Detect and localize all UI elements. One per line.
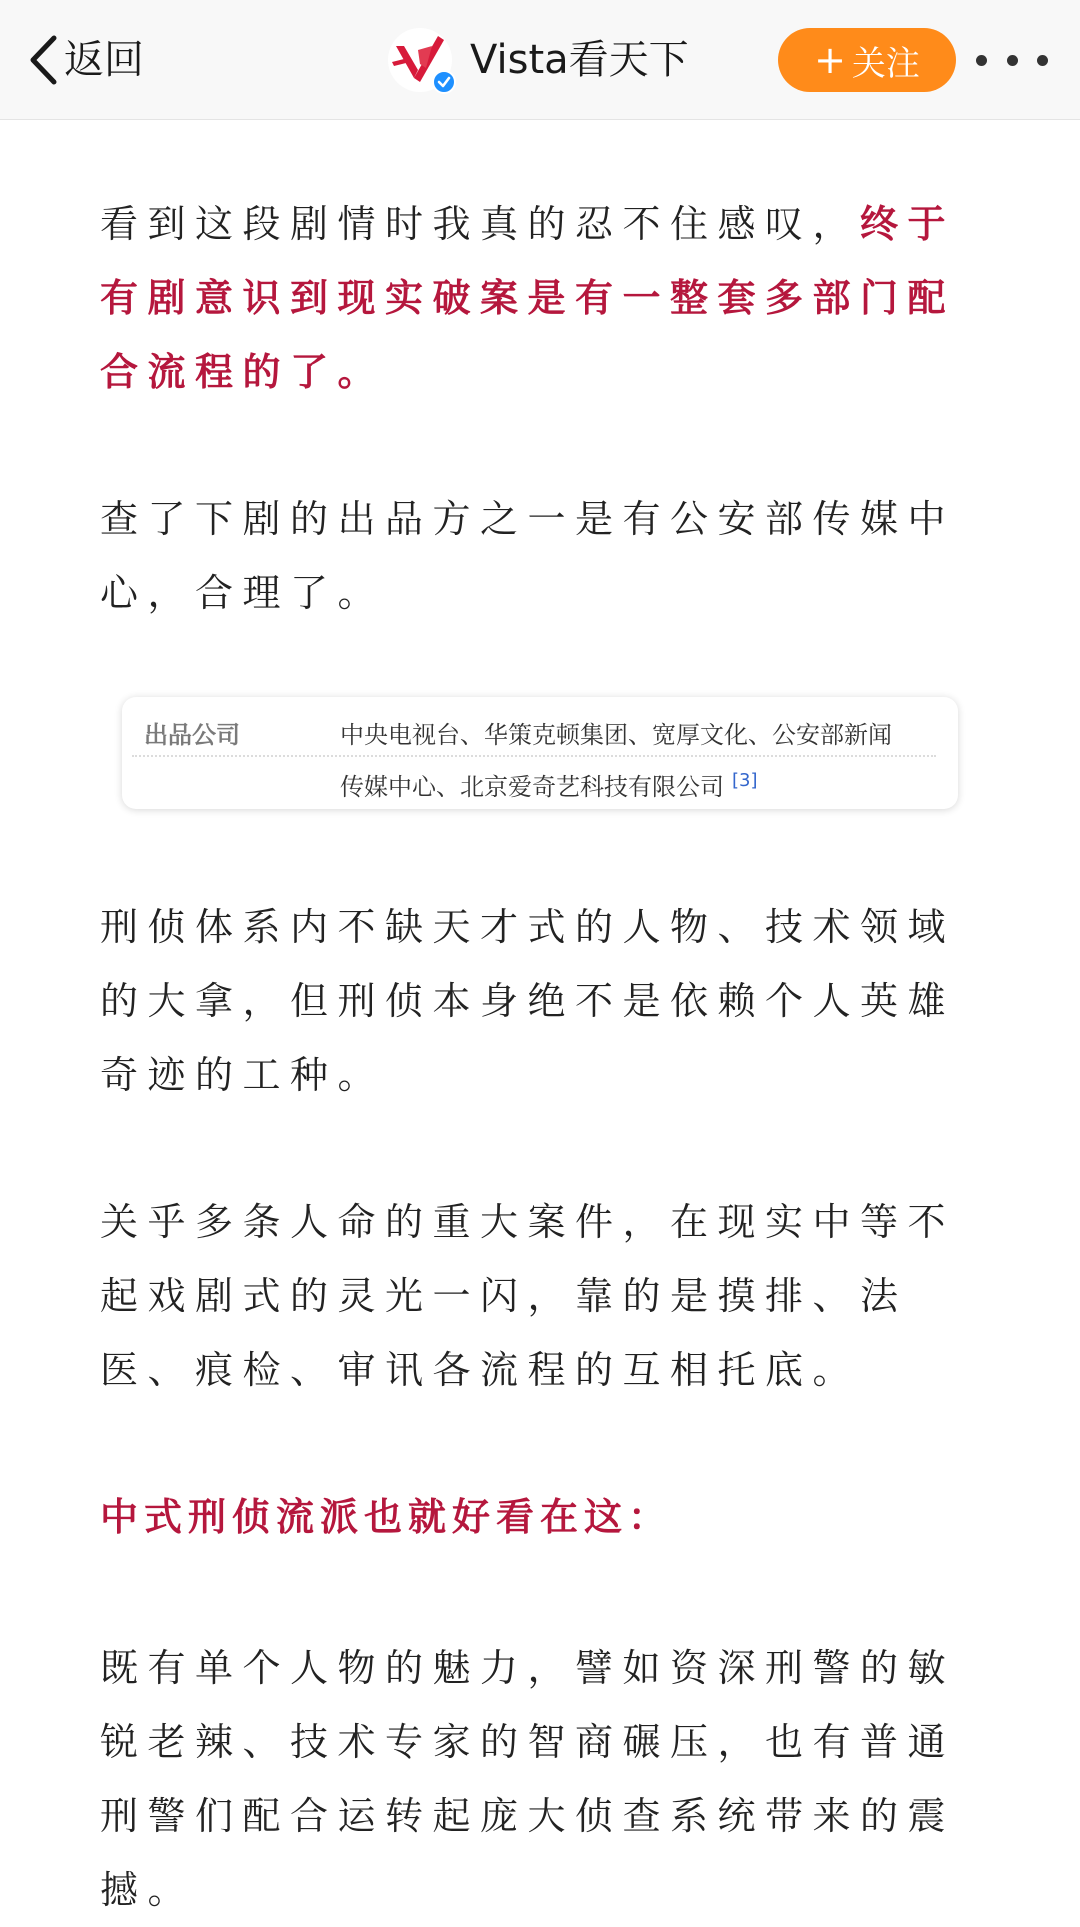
account-header[interactable]	[388, 24, 689, 96]
card-label: 出品公司	[144, 721, 240, 749]
reference-link[interactable]: [3]	[732, 770, 758, 791]
paragraph-5: 既有单个人物的魅力，譬如资深刑警的敏锐老辣、技术专家的智商碾压，也有普通刑警们配合运转起庞大侦查系统带来的震撼。	[100, 1646, 956, 1912]
avatar[interactable]	[388, 28, 452, 92]
dot	[976, 55, 987, 66]
account-name[interactable]: Vista看天下	[470, 37, 689, 83]
card-line-1: 中央电视台、华策克顿集团、宽厚文化、公安部新闻	[340, 721, 892, 749]
section-heading: 中式刑侦流派也就好看在这：	[100, 1495, 673, 1539]
follow-label: 关注	[851, 43, 920, 84]
more-dots-icon[interactable]	[976, 46, 1048, 74]
plus-icon: +	[814, 38, 846, 82]
paragraph-3: 刑侦体系内不缺天才式的人物、技术领域的大拿，但刑侦本身绝不是依赖个人英雄奇迹的工种。	[100, 905, 956, 1097]
top-nav-bar	[0, 0, 1080, 120]
back-label: 返回	[64, 37, 144, 83]
production-info-card	[122, 697, 958, 809]
chevron-left-icon	[28, 34, 58, 86]
back-button[interactable]	[28, 28, 144, 92]
follow-button[interactable]	[778, 28, 956, 92]
paragraph-4: 关乎多条人命的重大案件，在现实中等不起戏剧式的灵光一闪，靠的是摸排、法医、痕检、审讯各流程的互相托底。	[100, 1200, 956, 1392]
card-divider	[132, 755, 936, 757]
verified-check-icon	[432, 70, 456, 94]
paragraph-1	[100, 187, 980, 409]
card-line-2	[340, 767, 758, 802]
paragraph-1-text: 看到这段剧情时我真的忍不住感叹，	[100, 202, 861, 246]
dot	[1037, 55, 1048, 66]
paragraph-1-highlight: 终于有剧意识到现实破案是有一整套多部门配合流程的了。	[100, 202, 956, 394]
card-line-2-text: 传媒中心、北京爱奇艺科技有限公司	[340, 773, 724, 801]
dot	[1007, 55, 1018, 66]
paragraph-2: 查了下剧的出品方之一是有公安部传媒中心，合理了。	[100, 497, 956, 615]
